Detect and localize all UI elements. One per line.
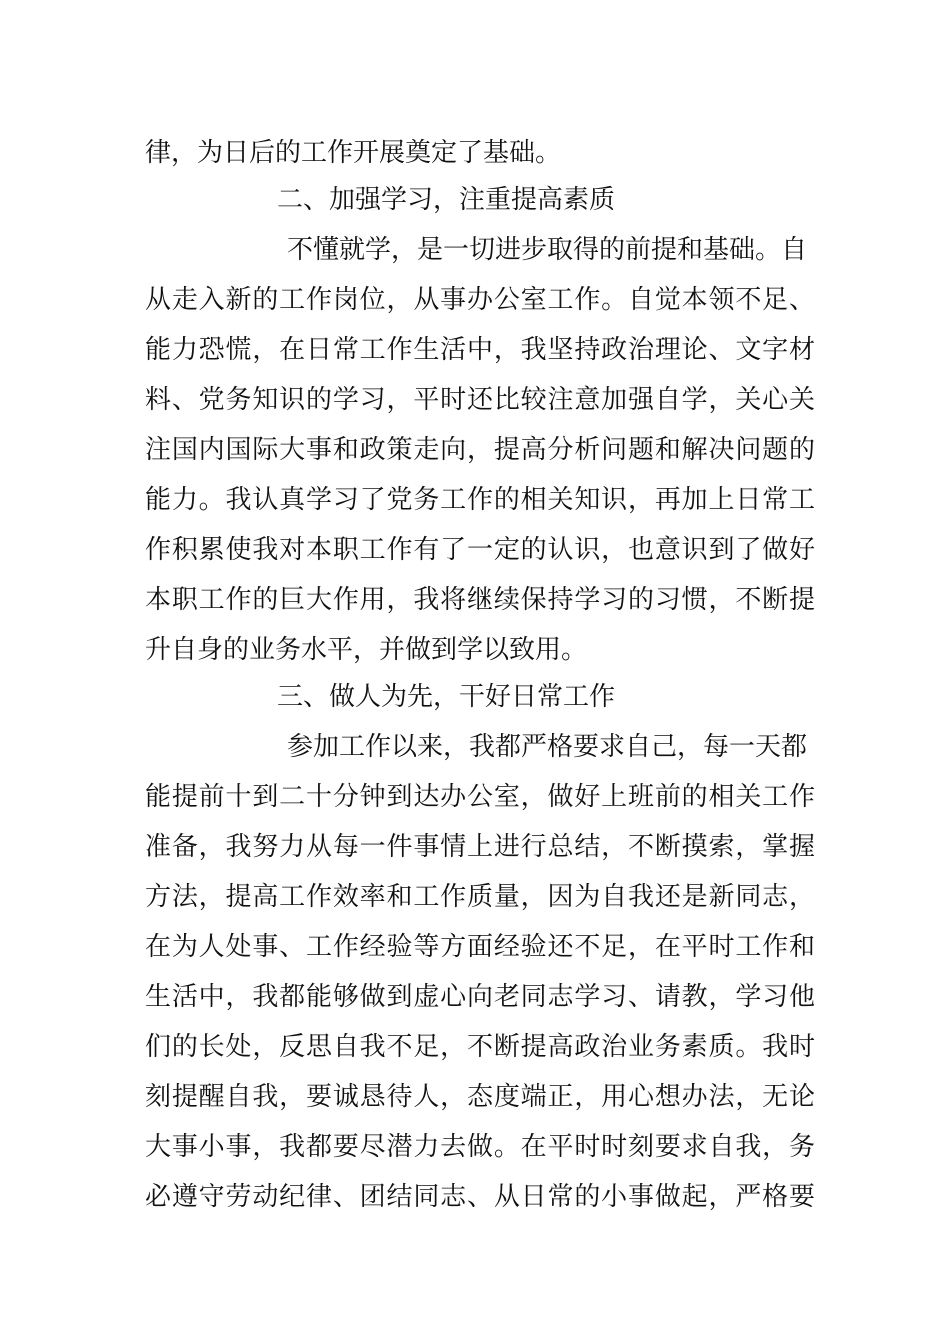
paragraph-line: 本职工作的巨大作用，我将继续保持学习的习惯，不断提 (145, 585, 815, 615)
section-heading-2: 二、加强学习，注重提高素质 (277, 185, 616, 215)
paragraph-line: 大事小事，我都要尽潜力去做。在平时时刻要求自我，务 (145, 1132, 815, 1162)
section-heading-3: 三、做人为先，干好日常工作 (277, 682, 616, 712)
paragraph-line: 生活中，我都能够做到虚心向老同志学习、请教，学习他 (145, 982, 815, 1012)
paragraph-line: 料、党务知识的学习，平时还比较注意加强自学，关心关 (145, 385, 815, 415)
paragraph-line: 能力恐慌，在日常工作生活中，我坚持政治理论、文字材 (145, 335, 815, 365)
paragraph-line: 能力。我认真学习了党务工作的相关知识，再加上日常工 (145, 485, 815, 515)
paragraph-line: 们的长处，反思自我不足，不断提高政治业务素质。我时 (145, 1032, 815, 1062)
paragraph-line: 在为人处事、工作经验等方面经验还不足，在平时工作和 (145, 932, 815, 962)
paragraph-line: 准备，我努力从每一件事情上进行总结，不断摸索，掌握 (145, 832, 815, 862)
paragraph-line: 律，为日后的工作开展奠定了基础。 (145, 138, 562, 168)
paragraph-line: 作积累使我对本职工作有了一定的认识，也意识到了做好 (145, 535, 815, 565)
paragraph-line: 刻提醒自我，要诚恳待人，态度端正，用心想办法，无论 (145, 1082, 815, 1112)
paragraph-line: 注国内国际大事和政策走向，提高分析问题和解决问题的 (145, 435, 815, 465)
paragraph-first-line: 参加工作以来，我都严格要求自己，每一天都 (287, 732, 808, 762)
paragraph-line: 方法，提高工作效率和工作质量，因为自我还是新同志， (145, 882, 815, 912)
paragraph-first-line: 不懂就学，是一切进步取得的前提和基础。自 (287, 235, 808, 265)
paragraph-line: 从走入新的工作岗位，从事办公室工作。自觉本领不足、 (145, 285, 815, 315)
paragraph-line: 能提前十到二十分钟到达办公室，做好上班前的相关工作 (145, 782, 815, 812)
paragraph-line: 必遵守劳动纪律、团结同志、从日常的小事做起，严格要 (145, 1182, 815, 1212)
paragraph-line: 升自身的业务水平，并做到学以致用。 (145, 635, 588, 665)
